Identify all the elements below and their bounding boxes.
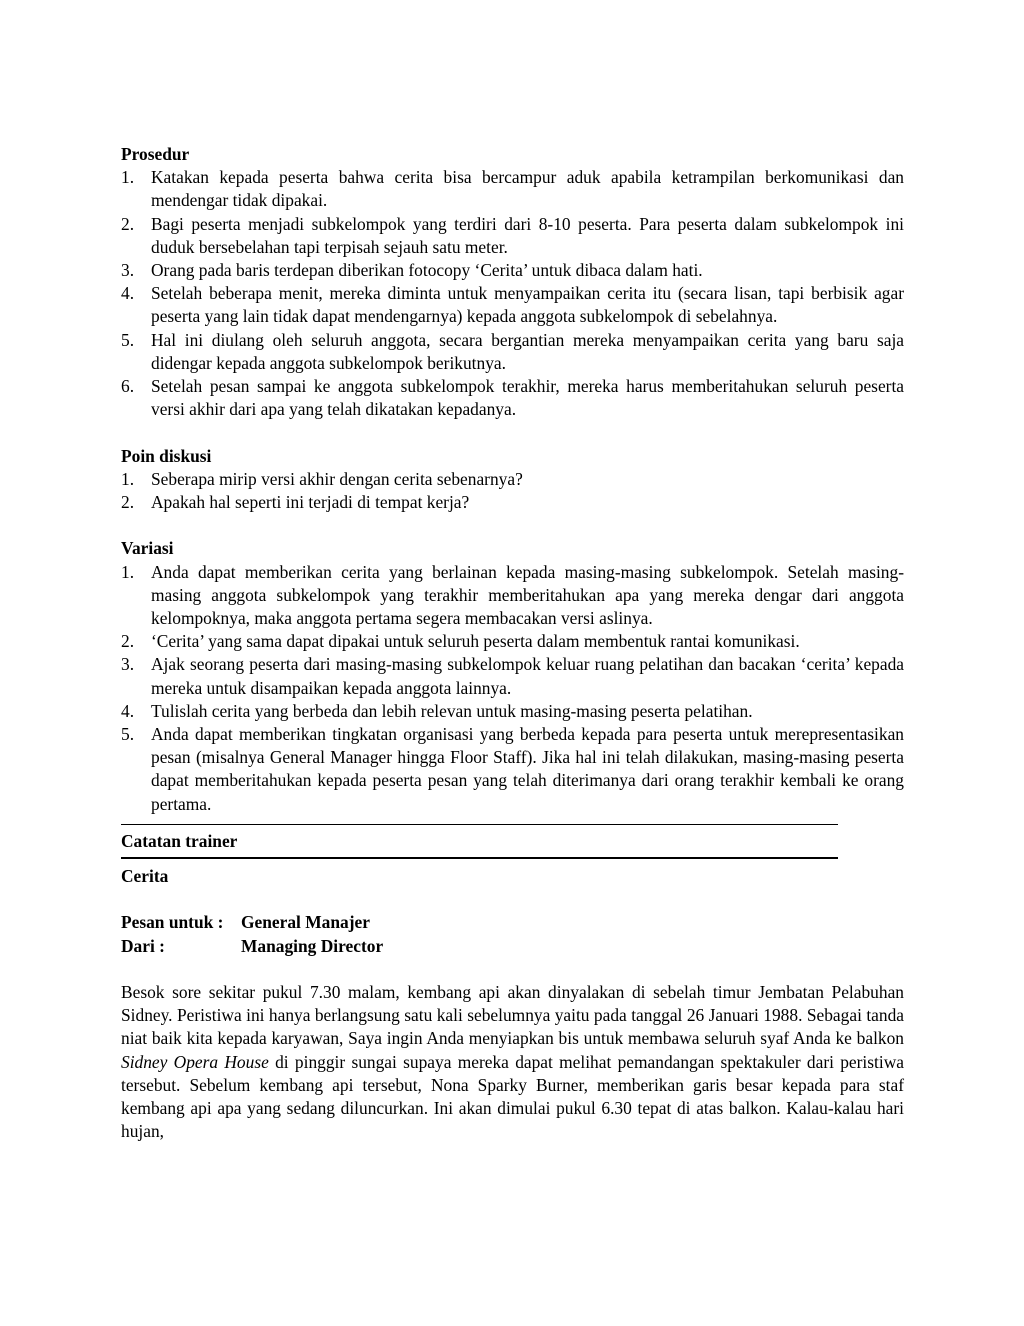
story-text-italic: Sidney Opera House: [121, 1051, 269, 1072]
story-text-part2: di pinggir sungai supaya mereka dapat melihat pemandangan spektakuler dari peristiwa tersebut. Sebelum kembang api tersebut, Nona Sparky Burner, memberikan garis besar kepada para staf kembang api apa yang sedang diluncurkan. Ini akan dimulai pukul 6.30 tepat di atas balkon. Kalau-kalau hari hujan,: [121, 1051, 904, 1142]
list-text: Anda dapat memberikan cerita yang berlainan kepada masing-masing subkelompok. Setelah masing-masing anggota subkelompok yang terakhir memberitahukan apa yang mereka dengar dari anggota kelompoknya, maka anggota pertama segera membacakan versi aslinya.: [151, 561, 904, 629]
list-number: 4.: [121, 700, 135, 721]
message-to-row: [121, 911, 904, 934]
list-number: 3.: [121, 260, 135, 281]
document-page: [121, 143, 904, 1143]
list-item: [121, 282, 904, 328]
list-text: Katakan kepada peserta bahwa cerita bisa bercampur aduk apabila ketrampilan berkomunikasi dan mendengar tidak dipakai.: [151, 167, 904, 211]
horizontal-rule: [121, 857, 838, 859]
list-text: Bagi peserta menjadi subkelompok yang terdiri dari 8-10 peserta. Para peserta dalam subkelompok ini duduk bersebelahan tapi terpisah sejauh satu meter.: [151, 213, 904, 257]
list-number: 2.: [121, 492, 135, 513]
message-to-value: General Manajer: [241, 912, 370, 933]
list-item: [121, 630, 904, 653]
message-to-label: Pesan untuk :: [121, 912, 224, 933]
list-item: [121, 700, 904, 723]
list-number: 2.: [121, 631, 135, 652]
list-number: 5.: [121, 329, 135, 350]
list-number: 4.: [121, 283, 135, 304]
list-item: [121, 561, 904, 631]
list-number: 3.: [121, 654, 135, 675]
list-text: ‘Cerita’ yang sama dapat dipakai untuk seluruh peserta dalam membentuk rantai komunikasi.: [151, 631, 800, 652]
list-item: [121, 329, 904, 375]
list-item: [121, 259, 904, 282]
story-text-part1: Besok sore sekitar pukul 7.30 malam, kembang api akan dinyalakan di sebelah timur Jembatan Pelabuhan Sidney. Peristiwa ini hanya berlangsung satu kali sebelumnya yaitu pada tanggal 26 Januari 1988. Sebagai tanda niat baik kita kepada karyawan, Saya ingin Anda menyiapkan bis untuk membawa seluruh syaf Anda ke balkon: [121, 982, 904, 1049]
message-from-value: Managing Director: [241, 935, 384, 956]
list-item: [121, 491, 904, 514]
list-number: 1.: [121, 167, 135, 188]
section-heading-catatan-trainer: Catatan trainer: [121, 830, 238, 851]
list-text: Setelah pesan sampai ke anggota subkelompok terakhir, mereka harus memberitahukan seluruh peserta versi akhir dari apa yang telah dikatakan kepadanya.: [151, 376, 904, 420]
section-heading-poin-diskusi: Poin diskusi: [121, 445, 212, 466]
section-heading-variasi: Variasi: [121, 538, 174, 559]
list-item: [121, 723, 904, 816]
list-item: [121, 375, 904, 421]
spacer: [121, 888, 904, 911]
message-from-row: [121, 935, 904, 958]
list-text: Ajak seorang peserta dari masing-masing subkelompok keluar ruang pelatihan dan bacakan ‘cerita’ kepada mereka untuk disampaikan kepada anggota lainnya.: [151, 654, 904, 698]
list-item: [121, 468, 904, 491]
list-number: 1.: [121, 561, 135, 582]
list-text: Seberapa mirip versi akhir dengan cerita sebenarnya?: [151, 468, 523, 489]
list-text: Hal ini diulang oleh seluruh anggota, secara bergantian mereka menyampaikan cerita yang baru saja didengar kepada anggota subkelompok berikutnya.: [151, 329, 904, 373]
list-text: Setelah beberapa menit, mereka diminta untuk menyampaikan cerita itu (secara lisan, tapi berbisik agar peserta yang lain tidak dapat mendengarnya) kepada anggota subkelompok di sebelahnya.: [151, 283, 904, 327]
list-item: [121, 653, 904, 699]
spacer: [121, 958, 904, 981]
spacer: [121, 421, 904, 444]
list-number: 6.: [121, 376, 135, 397]
list-number: 2.: [121, 213, 135, 234]
list-text: Tulislah cerita yang berbeda dan lebih relevan untuk masing-masing peserta pelatihan.: [151, 700, 753, 721]
list-prosedur: [121, 166, 904, 421]
list-text: Anda dapat memberikan tingkatan organisasi yang berbeda kepada para peserta untuk merepresentasikan pesan (misalnya General Manager hingga Floor Staff). Jika hal ini telah dilakukan, masing-masing peserta dapat memberitahukan kepada peserta pesan yang telah diterimanya dari orang terakhir kembali ke orang pertama.: [151, 724, 904, 814]
horizontal-rule: [121, 824, 838, 825]
list-text: Orang pada baris terdepan diberikan fotocopy ‘Cerita’ untuk dibaca dalam hati.: [151, 260, 703, 281]
story-paragraph: [121, 981, 904, 1143]
list-number: 1.: [121, 468, 135, 489]
message-from-label: Dari :: [121, 935, 165, 956]
spacer: [121, 514, 904, 537]
list-variasi: [121, 561, 904, 816]
list-item: [121, 213, 904, 259]
section-heading-cerita: Cerita: [121, 866, 169, 887]
list-item: [121, 166, 904, 212]
section-heading-prosedur: Prosedur: [121, 144, 190, 164]
list-text: Apakah hal seperti ini terjadi di tempat kerja?: [151, 492, 470, 513]
list-poin-diskusi: [121, 468, 904, 514]
list-number: 5.: [121, 724, 135, 745]
